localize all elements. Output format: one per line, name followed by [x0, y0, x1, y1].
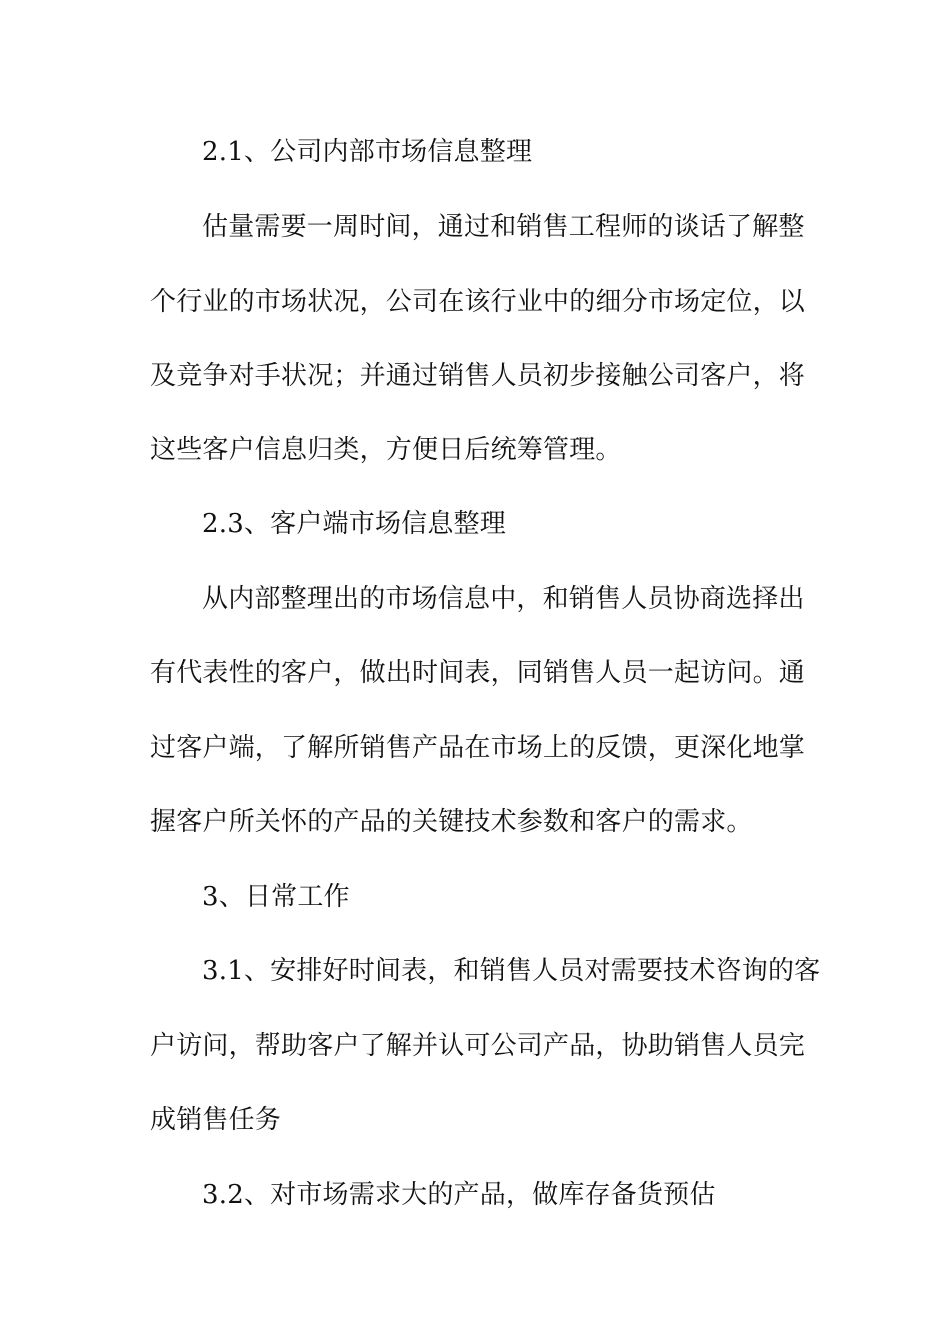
paragraph-line: 从内部整理出的市场信息中，和销售人员协商选择出 [202, 584, 805, 614]
paragraph-line: 个行业的市场状况，公司在该行业中的细分市场定位，以 [150, 287, 806, 317]
paragraph-line: 这些客户信息归类，方便日后统筹管理。 [150, 435, 622, 465]
paragraph-line: 有代表性的客户，做出时间表，同销售人员一起访问。通 [150, 658, 806, 688]
section-heading-2-3: 2.3、客户端市场信息整理 [202, 509, 506, 539]
document-page [150, 0, 821, 1344]
paragraph-line: 及竞争对手状况；并通过销售人员初步接触公司客户，将 [150, 361, 806, 391]
paragraph-line: 估量需要一周时间，通过和销售工程师的谈话了解整 [202, 212, 805, 242]
paragraph-line: 成销售任务 [150, 1105, 282, 1135]
section-heading-3: 3、日常工作 [202, 882, 350, 912]
section-heading-2-1: 2.1、公司内部市场信息整理 [202, 137, 533, 167]
paragraph-line: 3.1、安排好时间表，和销售人员对需要技术咨询的客 [202, 956, 821, 986]
paragraph-line: 3.2、对市场需求大的产品，做库存备货预估 [202, 1180, 716, 1210]
paragraph-line: 户访问，帮助客户了解并认可公司产品，协助销售人员完 [150, 1031, 806, 1061]
paragraph-line: 过客户端，了解所销售产品在市场上的反馈，更深化地掌 [150, 733, 806, 763]
paragraph-line: 握客户所关怀的产品的关键技术参数和客户的需求。 [150, 807, 753, 837]
